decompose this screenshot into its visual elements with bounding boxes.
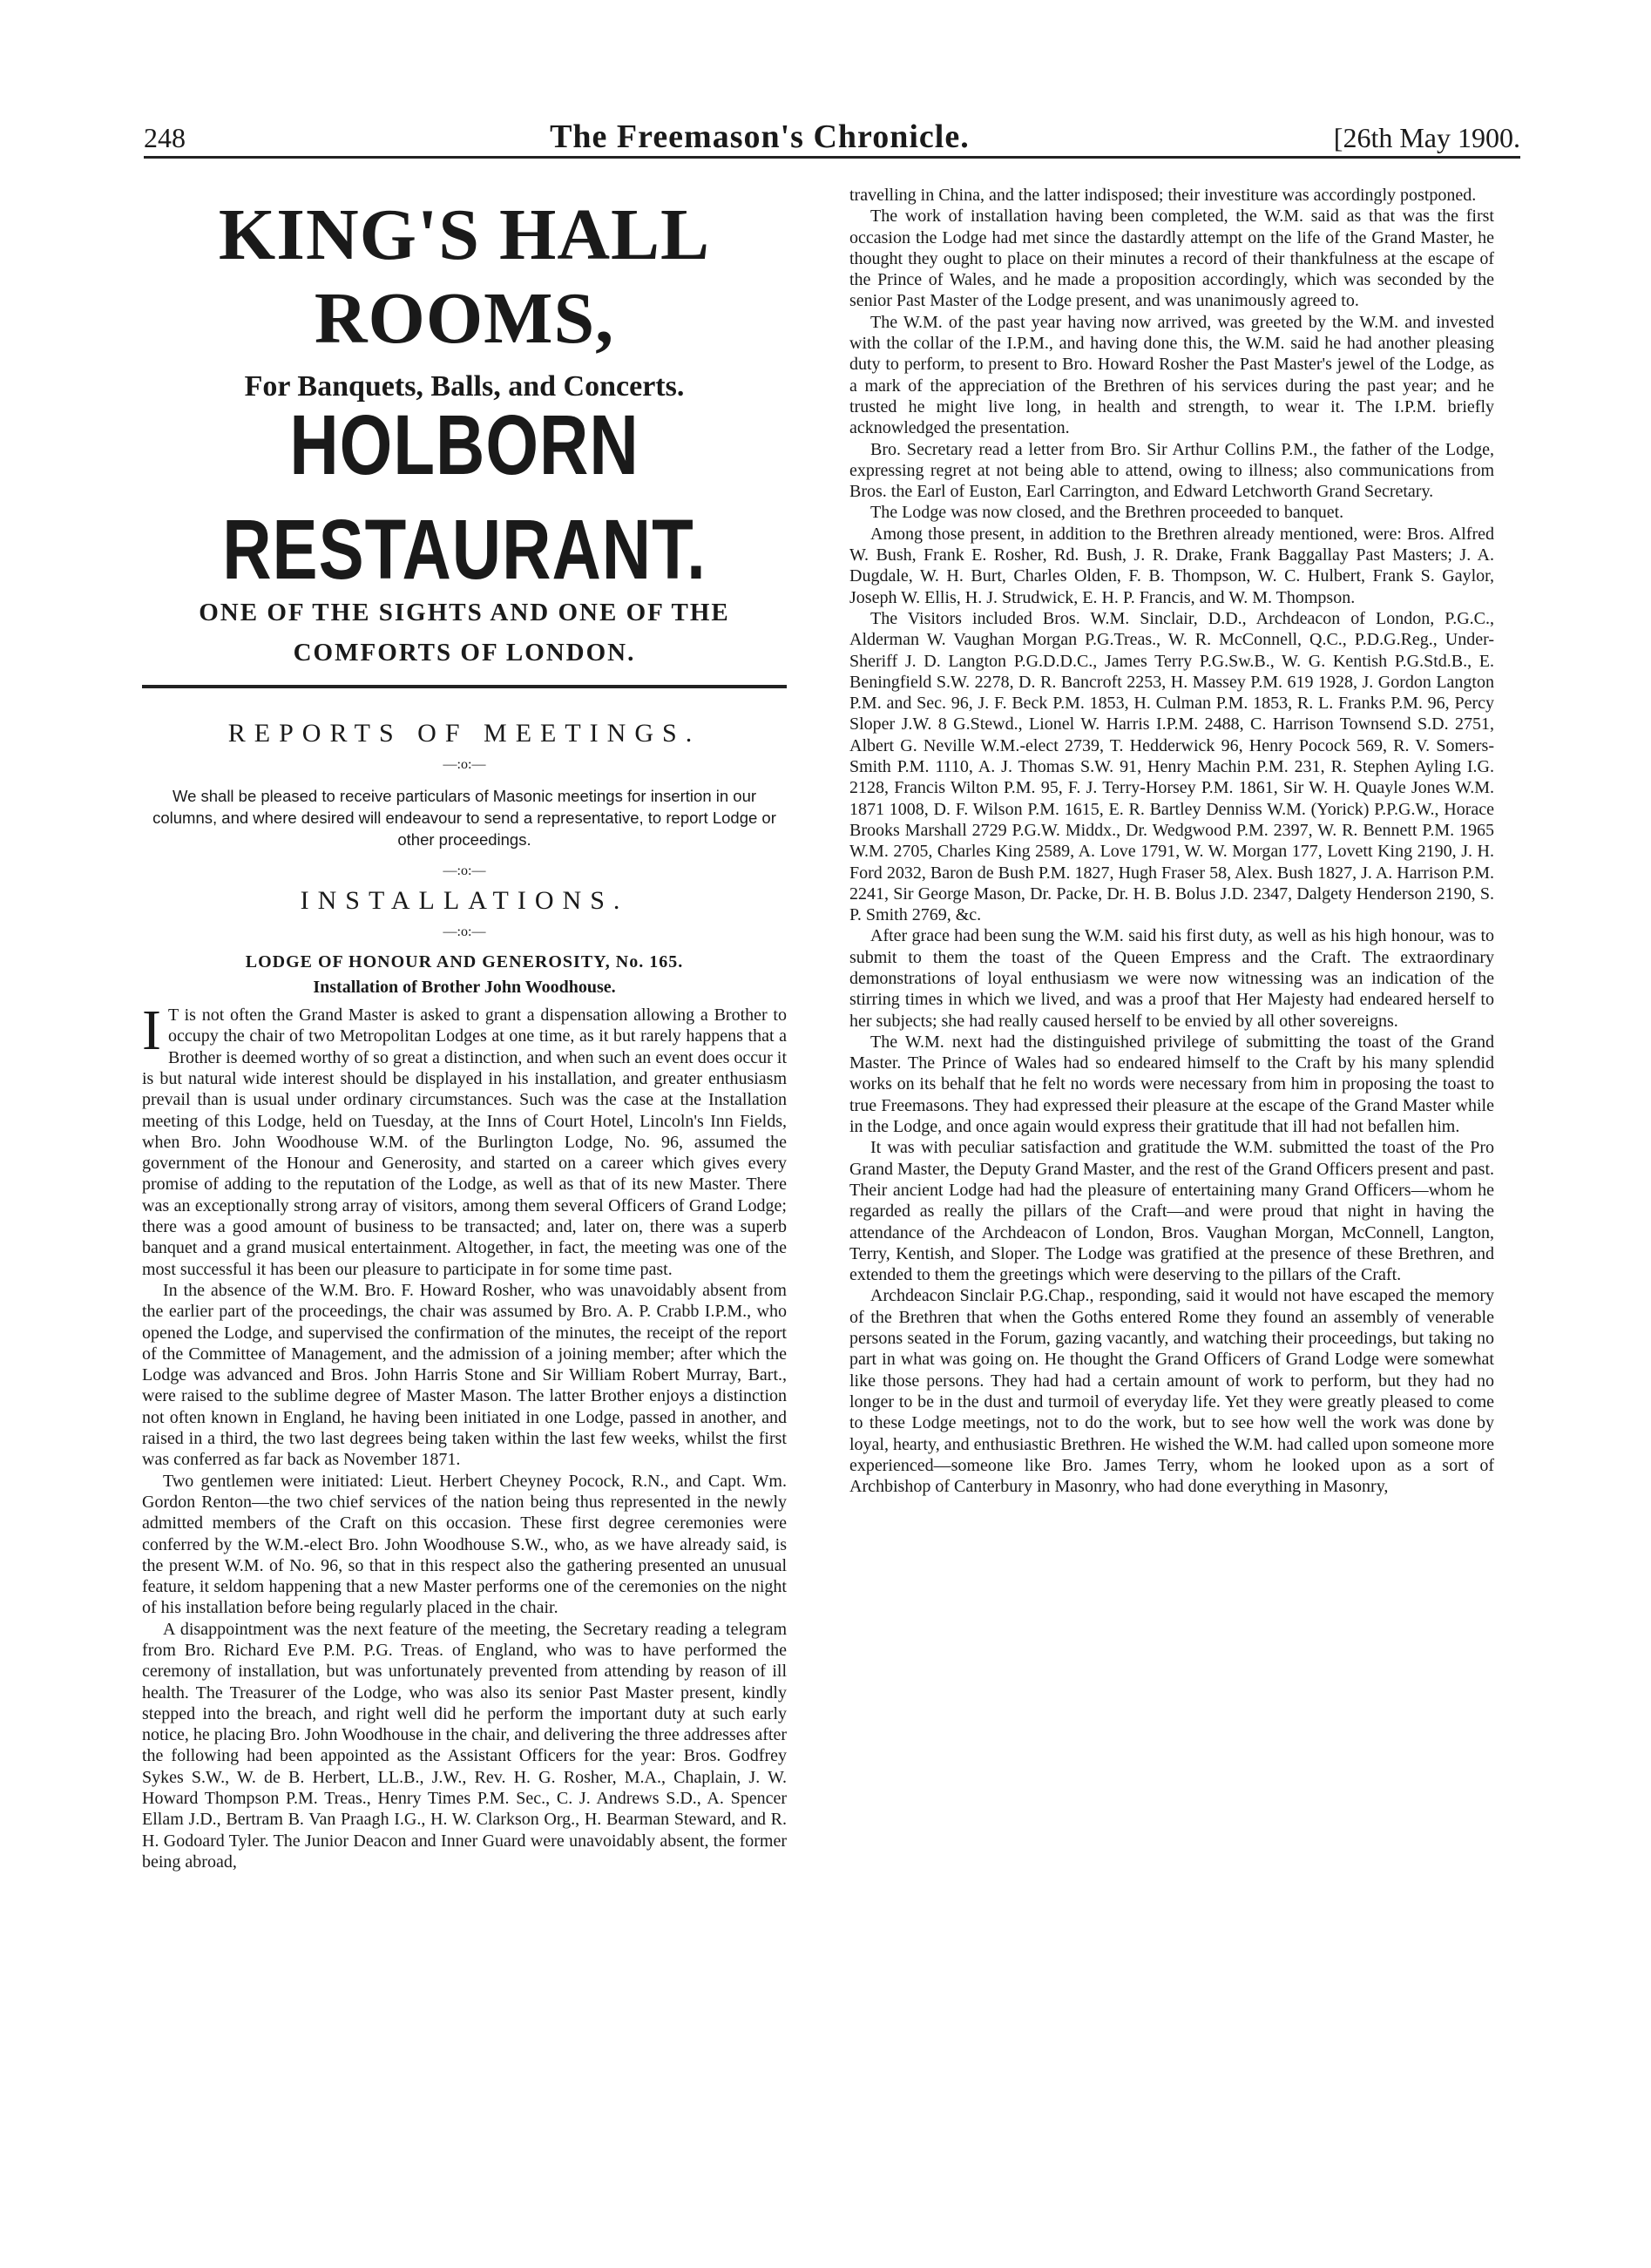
paragraph: The work of installation having been completed, the W.M. said as that was the first occasion the Lodge had met since the dastardly attempt on the life of the Grand Master, he thought they ought to place on their minutes a record of their thankfulness at the escape of the Prince of Wales, and he made a proposition accordingly, which was seconded by the senior Past Master of the Lodge present, and was unanimously agreed to. bbox=[849, 206, 1494, 311]
paragraph: The Visitors included Bros. W.M. Sinclair, D.D., Archdeacon of London, P.G.C., Alderman W. Vaughan Morgan P.G.Treas., W. R. McConnell, Q.C., P.D.G.Reg., Under-Sheriff J. D. Langton P.G.D.D.C., James Terry P.G.Sw.B., W. G. Kentish P.G.Std.B., E. Beningfield S.W. 2278, D. R. Bancroft 2253, H. Massey P.M. 619 1928, J. Gordon Langton P.M. and Sec. 96, J. F. Beck P.M. 1853, H. Culman P.M. 1853, R. L. Franks P.M. 96, Percy Sloper J.W. 8 G.Stewd., Lionel W. Harris I.P.M. 2488, C. Harrison Townsend S.D. 2751, Albert G. Neville W.M.-elect 2739, T. Hedderwick 96, Henry Pocock 569, R. V. Somers-Smith P.M. 1110, A. J. Thomas S.W. 91, Henry Machin P.M. 231, R. Stephen Ayling I.G. 2128, Francis Wilton P.M. 95, F. J. Terry-Horsey P.M. 1861, Sir W. H. Quayle Jones W.M. 1871 1008, D. F. Wilson P.M. 1615, E. R. Bartley Denniss W.M. (Yorick) P.P.G.W., Horace Brooks Marshall 2729 P.G.W. Middx., Dr. Wedgwood P.M. 2397, W. R. Bennett P.M. 1965 W.M. 2705, Charles King 2589, A. Love 1791, W. W. Morgan 177, Lovett King 2190, J. H. Ford 2032, Baron de Bush P.M. 1827, Hugh Fraser 58, Alex. Bush 1827, J. A. Harrison P.M. 2241, Sir George Mason, Dr. Packe, Dr. H. B. Bolus J.D. 2347, Dalgety Henderson 2190, S. P. Smith 2769, &c. bbox=[849, 608, 1494, 925]
newspaper-title: The Freemason's Chronicle. bbox=[550, 118, 970, 155]
paragraph: Among those present, in addition to the Brethren already mentioned, were: Bros. Alfred W. Bush, Frank E. Rosher, Rd. Bush, J. R. Drake, Frank Baggallay Past Masters; J. A. Dugdale, W. H. Burt, Charles Olden, F. B. Thompson, W. C. Hulbert, Frank S. Gaylor, Joseph W. Ellis, H. J. Strudwick, E. H. P. Francis, and W. M. Thompson. bbox=[849, 524, 1494, 607]
left-column bbox=[142, 185, 787, 1872]
paragraph: In the absence of the W.M. Bro. F. Howard Rosher, who was unavoidably absent from the earlier part of the proceedings, the chair was assumed by Bro. A. P. Crabb I.P.M., who opened the Lodge, and supervised the confirmation of the minutes, the receipt of the report of the Committee of Management, and the admission of a joining member; after which the Lodge was advanced and Bros. John Harris Stone and Sir William Robert Murray, Bart., were raised to the sublime degree of Master Mason. The latter Brother enjoys a distinction not often known in England, he having been initiated in one Lodge, passed in another, and raised in a third, the two last degrees being taken within the last few weeks, whilst the first was conferred as far back as November 1871. bbox=[142, 1280, 787, 1470]
paragraph: travelling in China, and the latter indisposed; their investiture was accordingly postponed. bbox=[849, 186, 1477, 205]
ad-subline: For Banquets, Balls, and Concerts. bbox=[244, 370, 685, 403]
reports-notice: We shall be pleased to receive particulars of Masonic meetings for insertion in our columns, and where desired will endeavour to send a representative, to report Lodge or other proceedings. bbox=[152, 786, 776, 849]
lodge-heading: LODGE OF HONOUR AND GENEROSITY, No. 165. bbox=[245, 952, 684, 972]
ad-headline-holborn: HOLBORN RESTAURANT. bbox=[222, 396, 707, 597]
paragraph: After grace had been sung the W.M. said his first duty, as well as his high honour, was to submit to them the toast of the Queen Empress and the Craft. The extraordinary demonstrations of loyal enthusiasm we were now witnessing was an indication of the stirring times in which we lived, and was a proof that Her Majesty had endeared herself to her subjects; she had really caused herself to be envied by all other sovereigns. bbox=[849, 926, 1494, 1031]
drop-cap: I bbox=[142, 999, 161, 1063]
paragraph: The Lodge was now closed, and the Brethren proceeded to banquet. bbox=[870, 503, 1344, 523]
reports-heading: REPORTS OF MEETINGS. bbox=[227, 719, 701, 748]
page-number: 248 bbox=[144, 122, 186, 153]
ad-tagline: ONE OF THE SIGHTS AND ONE OF THE COMFORTS OF LONDON. bbox=[199, 599, 730, 667]
ornament-divider: —:o:— bbox=[443, 863, 486, 878]
right-column bbox=[849, 185, 1494, 1497]
paragraph: A disappointment was the next feature of the meeting, the Secretary reading a telegram from Bro. Richard Eve P.M. P.G. Treas. of England, who was to have performed the ceremony of installation, but was unfortunately prevented from attending by reason of ill health. The Treasurer of the Lodge, who was also its senior Past Master present, kindly stepped into the breach, and right well did he perform the important duty at such early notice, he placing Bro. John Woodhouse in the chair, and delivering the three addresses after the following had been appointed as the Assistant Officers for the year: Bros. Godfrey Sykes S.W., W. de B. Herbert, LL.B., J.W., Rev. H. G. Rosher, M.A., Chaplain, J. W. Howard Thompson P.M. Treas., Henry Times P.M. Sec., C. J. Andrews S.D., A. Spencer Ellam J.D., Bertram B. Van Praagh I.G., H. W. Clarkson Org., H. Bearman Steward, and R. H. Godoard Tyler. The Junior Deacon and Inner Guard were unavoidably absent, the former being abroad, bbox=[142, 1619, 787, 1872]
paragraph: The W.M. next had the distinguished privilege of submitting the toast of the Grand Master. The Prince of Wales had so endeared himself to the Craft by his many splendid works on its behalf that he felt no words were necessary from him in proposing the toast to true Freemasons. They had expressed their pleasure at the escape of the Grand Master while in the Lodge, and once again would express their gratitude that ill had not befallen him. bbox=[849, 1032, 1494, 1137]
installations-heading: INSTALLATIONS. bbox=[300, 885, 629, 915]
masthead bbox=[144, 118, 1520, 159]
paragraph: It was with peculiar satisfaction and gratitude the W.M. submitted the toast of the Pro Grand Master, the Deputy Grand Master, and the rest of the Grand Officers present and past. Their ancient Lodge had had the pleasure of entertaining many Grand Officers—whom he regarded as really the pillars of the Craft—and were proud that night in having the attendance of the Archdeacon of London, Bros. Vaughan Morgan, McConnell, Langton, Terry, Kentish, and Sloper. The Lodge was gratified at the presence of these Brethren, and extended to them the greetings which were deserving to the pillars of the Craft. bbox=[849, 1138, 1495, 1285]
paragraph: Bro. Secretary read a letter from Bro. Sir Arthur Collins P.M., the father of the Lodge, expressing regret at not being able to attend, owing to illness; also communications from Bros. the Earl of Euston, Earl Carrington, and Edward Letchworth Grand Secretary. bbox=[849, 439, 1494, 502]
paragraph: Archdeacon Sinclair P.G.Chap., responding, said it would not have escaped the memory of the Brethren that when the Goths entered Rome they found an assembly of venerable persons seated in the Forum, gazing vacantly, and watching their proceedings, but taking no part in what was going on. He thought the Grand Officers of Grand Lodge were somewhat like those persons. They had had a certain amount of work to perform, but they had no longer to be in the dust and turmoil of everyday life. Yet they were greatly pleased to come to these Lodge meetings, not to do the work, but to see how well the work was done by loyal, hearty, and enthusiastic Brethren. He wished the W.M. had called upon someone more experienced—someone like Bro. James Terry, whom he looked upon as a sort of Archbishop of Canterbury in Masonry, who had done everything in Masonry, bbox=[849, 1286, 1494, 1497]
ornament-divider: —:o:— bbox=[443, 757, 486, 773]
ad-headline-kings-hall: KING'S HALL ROOMS, bbox=[218, 194, 711, 359]
paragraph: The W.M. of the past year having now arrived, was greeted by the W.M. and invested with the collar of the I.P.M., and having done this, the W.M. said he had another pleasing duty to perform, to present to Bro. Howard Rosher the Past Master's jewel of the Lodge, as a mark of the appreciation of the Brethren of his services during the past year; and he trusted he might live long, in health and strength, to wear it. The I.P.M. briefly acknowledged the presentation. bbox=[849, 312, 1494, 438]
paragraph: Two gentlemen were initiated: Lieut. Herbert Cheyney Pocock, R.N., and Capt. Wm. Gordon Renton—the two chief services of the nation being thus represented in the newly admitted members of the Craft on this occasion. These first degree ceremonies were conferred by the W.M.-elect Bro. John Woodhouse S.W., who, as we have already said, is the present W.M. of No. 96, so that in this respect also the gathering presented an unusual feature, it seldom happening that a new Master performs one of the ceremonies on the night of his installation before being regularly placed in the chair. bbox=[142, 1471, 787, 1618]
issue-date: [26th May 1900. bbox=[1333, 122, 1520, 153]
advertisement bbox=[142, 193, 787, 673]
lodge-subheading: Installation of Brother John Woodhouse. bbox=[313, 977, 616, 997]
ornament-divider: —:o:— bbox=[443, 924, 486, 940]
paragraph: I T is not often the Grand Master is asked to grant a dispensation allowing a Brother to occupy the chair of two Metropolitan Lodges at one time, as it but rarely happens that a Brother is deemed worthy of so great a distinction, and when such an event does occur it is but natural wide interest should be displayed in his installation, and greater enthusiasm prevail than is usual under ordinary circumstances. Such was the case at the Installation meeting of this Lodge, held on Tuesday, at the Inns of Court Hotel, Lincoln's Inn Fields, when Bro. John Woodhouse W.M. of the Burlington Lodge, No. 96, assumed the government of the Honour and Generosity, and started on a career which gives every promise of adding to the reputation of the Lodge, as well as that of its new Master. There was an exceptionally strong array of visitors, among them several Officers of Grand Lodge; there was a good amount of business to be transacted; and, later on, there was a superb banquet and a grand musical entertainment. Altogether, in fact, the meeting was one of the most successful it has been our pleasure to participate in for some time past. bbox=[142, 999, 787, 1279]
section-rule bbox=[142, 685, 787, 688]
article-body-left bbox=[142, 999, 787, 1872]
